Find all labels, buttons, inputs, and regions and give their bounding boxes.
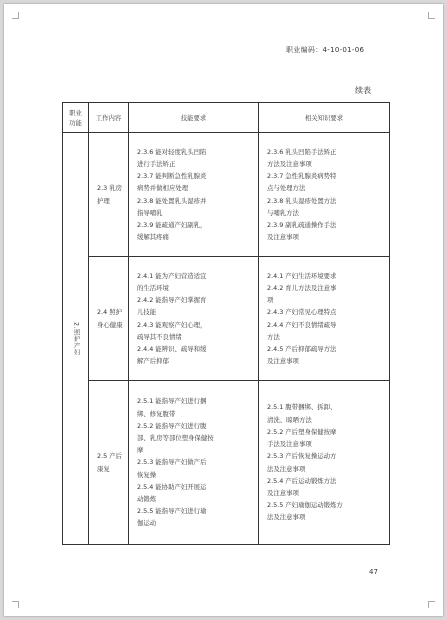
- table-row: [63, 257, 390, 381]
- skills-cell: 2.5.1 能指导产妇进行捆 绑、修复腹带 2.5.2 能指导产妇进行腹 部、乳房等部位塑身保健按 摩 2.5.3 能指导产妇做产后 恢复操 2.5.4 能协助产妇开展运 动锻炼 2.5.5 能指导产妇进行瑜 伽运动: [129, 381, 259, 545]
- work-content-cell: 2.3 乳房 护理: [89, 133, 129, 257]
- crop-mark: [12, 12, 19, 19]
- standards-table: [62, 102, 390, 545]
- table-row: [63, 133, 390, 257]
- table-row: [63, 381, 390, 545]
- work-content-cell: 2.5 产后 康复: [89, 381, 129, 545]
- function-label: 2.照护产妇: [72, 321, 80, 356]
- page-number: 47: [369, 568, 378, 576]
- work-content-cell: 2.4 照护 身心健康: [89, 257, 129, 381]
- skills-cell: 2.3.6 能对轻度乳头凹陷 进行手法矫正 2.3.7 能判断急性乳腺炎 病势并做相应处理 2.3.8 能处置乳头湿疹并 指导哺乳 2.3.9 能疏通产妇副乳， 缓解其疼痛: [129, 133, 259, 257]
- knowledge-cell: 2.3.6 乳头凹陷手法矫正 方法及注意事项 2.3.7 急性乳腺炎病势特 点与处理方法 2.3.8 乳头湿疹处置方法 与哺乳方法 2.3.9 副乳疏通操作手法 及注意事项: [259, 133, 390, 257]
- continued-label: 续表: [355, 86, 371, 95]
- occupation-code: 职业编码：4-10-01-06: [286, 46, 365, 54]
- header-function: 职业 功能: [63, 103, 89, 133]
- function-cell: [63, 133, 89, 545]
- crop-mark: [12, 601, 19, 608]
- knowledge-cell: 2.5.1 腹带捆绑、拆卸、 清洗、晾晒方法 2.5.2 产后塑身保健按摩 手法及注意事项 2.5.3 产后恢复操运动方 法及注意事项 2.5.4 产后运动锻炼方法 及注意事项 2.5.5 产妇瑜伽运动锻炼方 法及注意事项: [259, 381, 390, 545]
- header-work-content: 工作内容: [89, 103, 129, 133]
- knowledge-cell: 2.4.1 产妇生活环境要求 2.4.2 育儿方法及注意事 项 2.4.3 产妇常见心理特点 2.4.4 产妇不良情绪疏导 方法 2.4.5 产后抑郁疏导方法 及注意事项: [259, 257, 390, 381]
- crop-mark: [428, 601, 435, 608]
- table-header-row: [63, 103, 390, 133]
- header-skill-requirements: 技能要求: [129, 103, 259, 133]
- skills-cell: 2.4.1 能为产妇营造适宜 的生活环境 2.4.2 能指导产妇掌握育 儿技能 2.4.3 能观察产妇心理， 疏导其不良情绪 2.4.4 能辨识、疏导和缓 解产后抑郁: [129, 257, 259, 381]
- crop-mark: [428, 12, 435, 19]
- header-knowledge-requirements: 相关知识要求: [259, 103, 390, 133]
